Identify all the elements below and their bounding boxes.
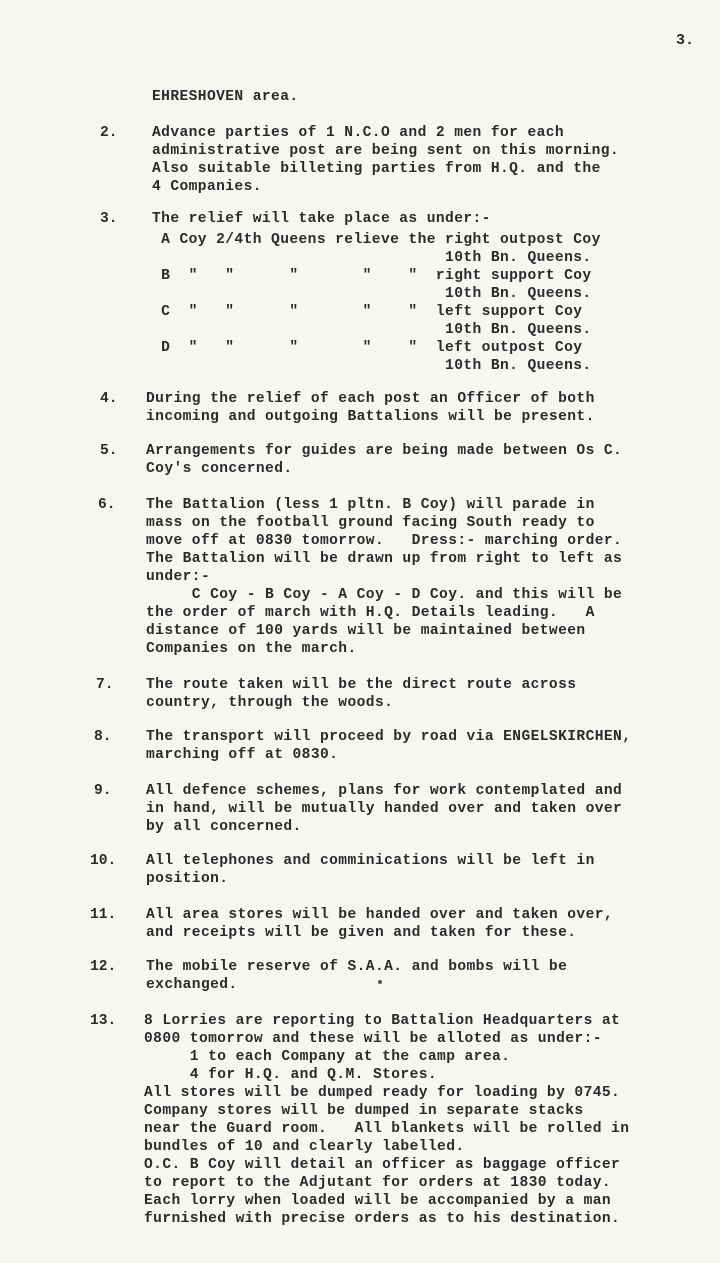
paragraph-line: administrative post are being sent on this morning.	[152, 143, 620, 159]
paragraph-number: 6.	[98, 497, 116, 513]
paragraph-line: to report to the Adjutant for orders at 1830 today.	[144, 1175, 612, 1191]
paragraph-line: 4 for H.Q. and Q.M. Stores.	[144, 1067, 438, 1083]
paragraph-number: 10.	[90, 853, 117, 869]
paragraph-number: 2.	[100, 125, 118, 141]
paragraph-line: O.C. B Coy will detail an officer as baggage officer	[144, 1157, 621, 1173]
paragraph-line: During the relief of each post an Officer of both	[146, 391, 595, 407]
paragraph-line: marching off at 0830.	[146, 747, 339, 763]
paragraph-number: 7.	[96, 677, 114, 693]
paragraph-line: bundles of 10 and clearly labelled.	[144, 1139, 465, 1155]
paragraph-line: All defence schemes, plans for work contemplated and	[146, 783, 623, 799]
paragraph-line: Company stores will be dumped in separate stacks	[144, 1103, 584, 1119]
paragraph-line: Coy's concerned.	[146, 461, 293, 477]
paragraph-line: incoming and outgoing Battalions will be present.	[146, 409, 595, 425]
paragraph-line: Arrangements for guides are being made between Os C.	[146, 443, 623, 459]
relief-table-row: 10th Bn. Queens.	[152, 286, 592, 302]
relief-table-row: 10th Bn. Queens.	[152, 322, 592, 338]
paragraph-line: country, through the woods.	[146, 695, 394, 711]
paragraph-line: All stores will be dumped ready for loading by 0745.	[144, 1085, 621, 1101]
paragraph-line: furnished with precise orders as to his destination.	[144, 1211, 621, 1227]
paragraph-number: 12.	[90, 959, 117, 975]
relief-table-row: B " " " " " right support Coy	[152, 268, 592, 284]
paragraph-line: under:-	[146, 569, 211, 585]
paragraph-number: 11.	[90, 907, 117, 923]
paragraph-number: 9.	[94, 783, 112, 799]
paragraph-line: 1 to each Company at the camp area.	[144, 1049, 511, 1065]
paragraph-line: the order of march with H.Q. Details leading. A	[146, 605, 595, 621]
paragraph-line: 4 Companies.	[152, 179, 262, 195]
relief-table-row: C " " " " " left support Coy	[152, 304, 583, 320]
paragraph-number: 5.	[100, 443, 118, 459]
relief-table-row: 10th Bn. Queens.	[152, 358, 592, 374]
paragraph-line: and receipts will be given and taken for these.	[146, 925, 577, 941]
paragraph-line: position.	[146, 871, 229, 887]
paragraph-number: 4.	[100, 391, 118, 407]
paragraph-line: The transport will proceed by road via ENGELSKIRCHEN,	[146, 729, 632, 745]
paper-speck	[378, 980, 382, 984]
paragraph-line: mass on the football ground facing South ready to	[146, 515, 595, 531]
paragraph-line: C Coy - B Coy - A Coy - D Coy. and this will be	[146, 587, 623, 603]
paragraph-line: exchanged.	[146, 977, 238, 993]
paragraph-line: All telephones and comminications will be left in	[146, 853, 595, 869]
paragraph-line: 8 Lorries are reporting to Battalion Headquarters at	[144, 1013, 621, 1029]
relief-table-row: A Coy 2/4th Queens relieve the right outpost Coy	[152, 232, 601, 248]
paragraph-line: Advance parties of 1 N.C.O and 2 men for each	[152, 125, 565, 141]
page-number: 3.	[676, 32, 695, 49]
relief-table-row: 10th Bn. Queens.	[152, 250, 592, 266]
paragraph-line: distance of 100 yards will be maintained between	[146, 623, 586, 639]
paragraph-line: The Battalion (less 1 pltn. B Coy) will parade in	[146, 497, 595, 513]
paragraph-number: 8.	[94, 729, 112, 745]
paragraph-line: The relief will take place as under:-	[152, 211, 491, 227]
paragraph-line: near the Guard room. All blankets will be rolled in	[144, 1121, 630, 1137]
paragraph-line: in hand, will be mutually handed over and taken over	[146, 801, 623, 817]
paragraph-line: The route taken will be the direct route across	[146, 677, 577, 693]
relief-table-row: D " " " " " left outpost Coy	[152, 340, 583, 356]
paragraph-line: All area stores will be handed over and taken over,	[146, 907, 614, 923]
paragraph-line: by all concerned.	[146, 819, 302, 835]
paragraph-line: Also suitable billeting parties from H.Q. and the	[152, 161, 601, 177]
paragraph-line: move off at 0830 tomorrow. Dress:- marching order.	[146, 533, 623, 549]
area-line: EHRESHOVEN area.	[152, 89, 299, 105]
paragraph-line: The mobile reserve of S.A.A. and bombs will be	[146, 959, 568, 975]
paragraph-line: 0800 tomorrow and these will be alloted as under:-	[144, 1031, 602, 1047]
paragraph-number: 13.	[90, 1013, 117, 1029]
paragraph-line: Each lorry when loaded will be accompanied by a man	[144, 1193, 612, 1209]
paragraph-line: Companies on the march.	[146, 641, 357, 657]
paragraph-line: The Battalion will be drawn up from right to left as	[146, 551, 623, 567]
paragraph-number: 3.	[100, 211, 118, 227]
